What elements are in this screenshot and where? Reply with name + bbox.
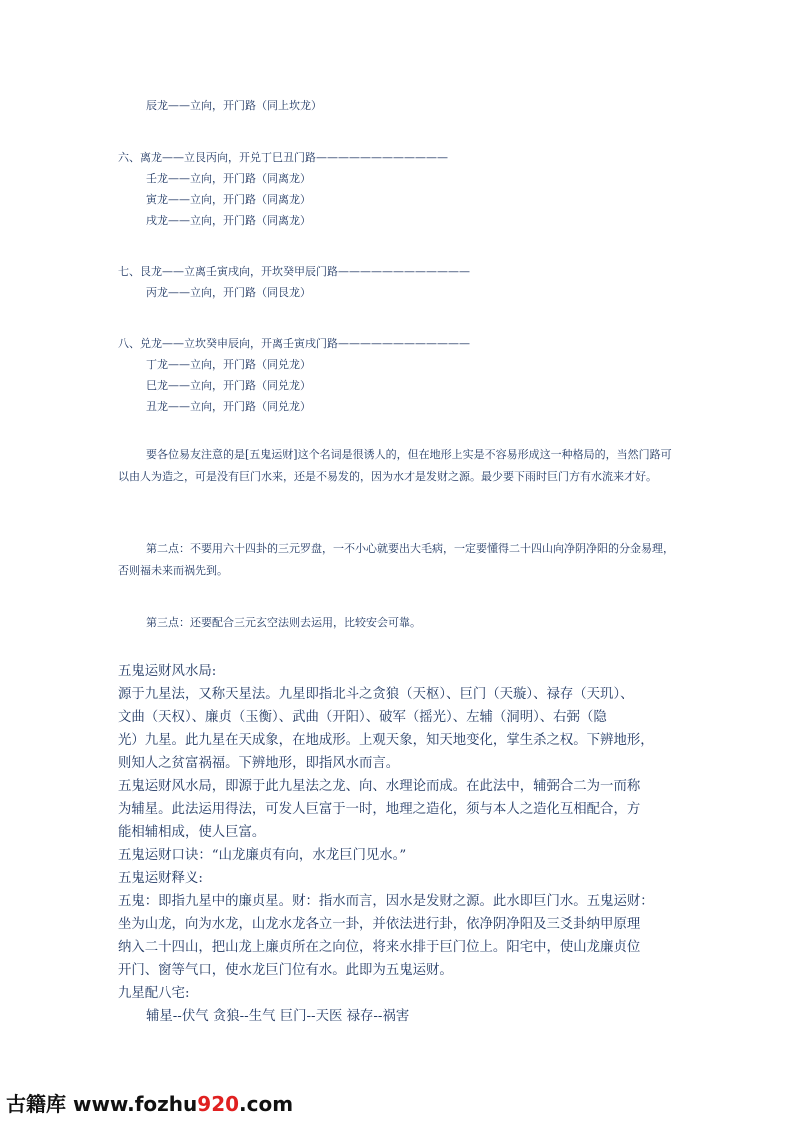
origin-line: 则知人之贫富祸福。下辨地形，即指风水而言。 — [118, 756, 400, 771]
origin-line: 文曲（天权）、廉贞（玉衡）、武曲（开阳）、破军（摇光）、左辅（洞明）、右弼（隐 — [118, 710, 607, 725]
entry-chou-long: 丑龙——立向，开门路（同兑龙） — [146, 400, 311, 413]
bazhai-line: 辅星--伏气 贪狼--生气 巨门--天医 禄存--祸害 — [146, 1009, 410, 1024]
watermark-url-prefix: www.fozhu — [72, 1092, 198, 1116]
shiyi-line: 五鬼：即指九星中的廉贞星。财：指水而言，因水是发财之源。此水即巨门水。五鬼运财： — [118, 894, 654, 909]
shiyi-line: 纳入二十四山，把山龙上廉贞所在之向位，将来水排于巨门位上。阳宅中，使山龙廉贞位 — [118, 940, 641, 955]
note-paragraph-2: 第二点：不要用六十四卦的三元罗盘，一不小心就要出大毛病，一定要懂得二十四山向净阴净阳的分金易理，否则福未来而祸先到。 — [118, 542, 674, 577]
entry-bing-long: 丙龙——立向，开门路（同艮龙） — [146, 286, 311, 299]
five-ghost-section — [118, 660, 678, 1028]
entry-si-long: 巳龙——立向，开门路（同兑龙） — [146, 379, 311, 392]
method-line: 能相辅相成，使人巨富。 — [118, 825, 266, 840]
koujue-line: 五鬼运财口诀：“山龙廉贞有向，水龙巨门见水。” — [118, 848, 407, 863]
watermark-url-number: 920 — [197, 1092, 240, 1116]
heading-gen-long: 七、艮龙——立离壬寅戌向，开坎癸甲辰门路———————————— — [118, 265, 470, 278]
shiyi-line: 开门、窗等气口，使水龙巨门位有水。此即为五鬼运财。 — [118, 963, 453, 978]
entry-xu-long: 戌龙——立向，开门路（同离龙） — [146, 214, 311, 227]
watermark-url-suffix: .com — [239, 1092, 294, 1116]
entry-chen-long: 辰龙——立向，开门路（同上坎龙） — [146, 99, 322, 112]
note-paragraph-3: 第三点：还要配合三元玄空法则去运用，比较安会可靠。 — [146, 616, 421, 629]
shiyi-title: 五鬼运财释义: — [118, 871, 203, 886]
watermark-name: 古籍库 — [6, 1092, 66, 1116]
entry-ren-long: 壬龙——立向，开门路（同离龙） — [146, 172, 311, 185]
note-paragraph-1: 要各位易友注意的是[五鬼运财]这个名词是很诱人的，但在地形上实是不容易形成这一种格局的，当然门路可以由人为造之，可是没有巨门水来，还是不易发的，因为水才是发财之源。最少要下雨时巨门方有水流来才好。 — [118, 448, 672, 483]
method-line: 为辅星。此法运用得法，可发人巨富于一时，地理之造化，须与本人之造化互相配合，方 — [118, 802, 641, 817]
origin-line: 源于九星法，又称天星法。九星即指北斗之贪狼（天枢）、巨门（天璇）、禄存（天玑）、 — [118, 687, 634, 702]
bazhai-title: 九星配八宅: — [118, 986, 190, 1001]
entry-yin-long: 寅龙——立向，开门路（同离龙） — [146, 193, 311, 206]
section-title: 五鬼运财风水局: — [118, 664, 217, 679]
origin-line: 光）九星。此九星在天成象，在地成形。上观天象，知天地变化，掌生杀之权。下辨地形， — [118, 733, 654, 748]
entry-ding-long: 丁龙——立向，开门路（同兑龙） — [146, 358, 311, 371]
method-line: 五鬼运财风水局，即源于此九星法之龙、向、水理论而成。在此法中，辅弼合二为一而称 — [118, 779, 641, 794]
heading-dui-long: 八、兑龙——立坎癸申辰向，开离壬寅戌门路———————————— — [118, 337, 470, 350]
shiyi-line: 坐为山龙，向为水龙，山龙水龙各立一卦，并依法进行卦，依净阴净阳及三爻卦纳甲原理 — [118, 917, 641, 932]
site-watermark — [6, 1088, 293, 1117]
heading-li-long: 六、离龙——立艮丙向，开兑丁巳丑门路———————————— — [118, 151, 448, 164]
